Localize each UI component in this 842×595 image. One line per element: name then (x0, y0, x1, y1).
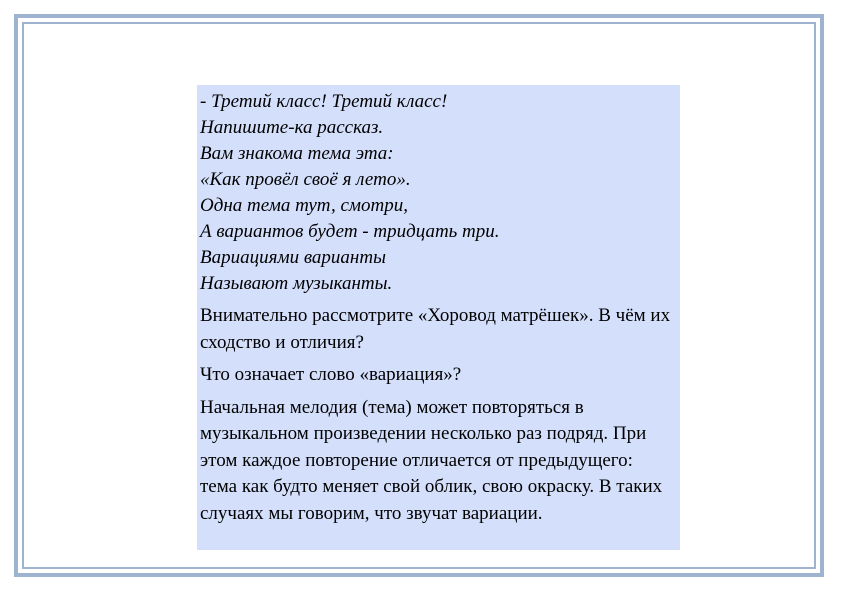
poem-line: Вариациями варианты (200, 247, 386, 268)
poem-line: «Как провёл своё я лето». (200, 169, 411, 190)
poem-line: Напишите-ка рассказ. (200, 117, 384, 138)
question-paragraph: Что означает слово «вариация»? (200, 364, 462, 385)
text-box (197, 85, 680, 550)
poem-line: А вариантов будет - тридцать три. (200, 221, 500, 242)
poem (200, 89, 674, 297)
poem-line: Называют музыканты. (200, 273, 393, 294)
poem-line: - Третий класс! Третий класс! (200, 91, 448, 112)
poem-line: Вам знакома тема эта: (200, 143, 394, 164)
question-paragraph: Внимательно рассмотрите «Хоровод матрёшек». В чём их сходство и отличия? (200, 305, 671, 353)
poem-line: Одна тема тут, смотри, (200, 195, 408, 216)
explanation-paragraph: Начальная мелодия (тема) может повторяться в музыкальном произведении несколько раз подряд. При этом каждое повторение отличается от предыдущего: тема как будто меняет свой облик, свою окраску. В таких случаях мы говорим, что звучат вариации. (200, 396, 663, 524)
